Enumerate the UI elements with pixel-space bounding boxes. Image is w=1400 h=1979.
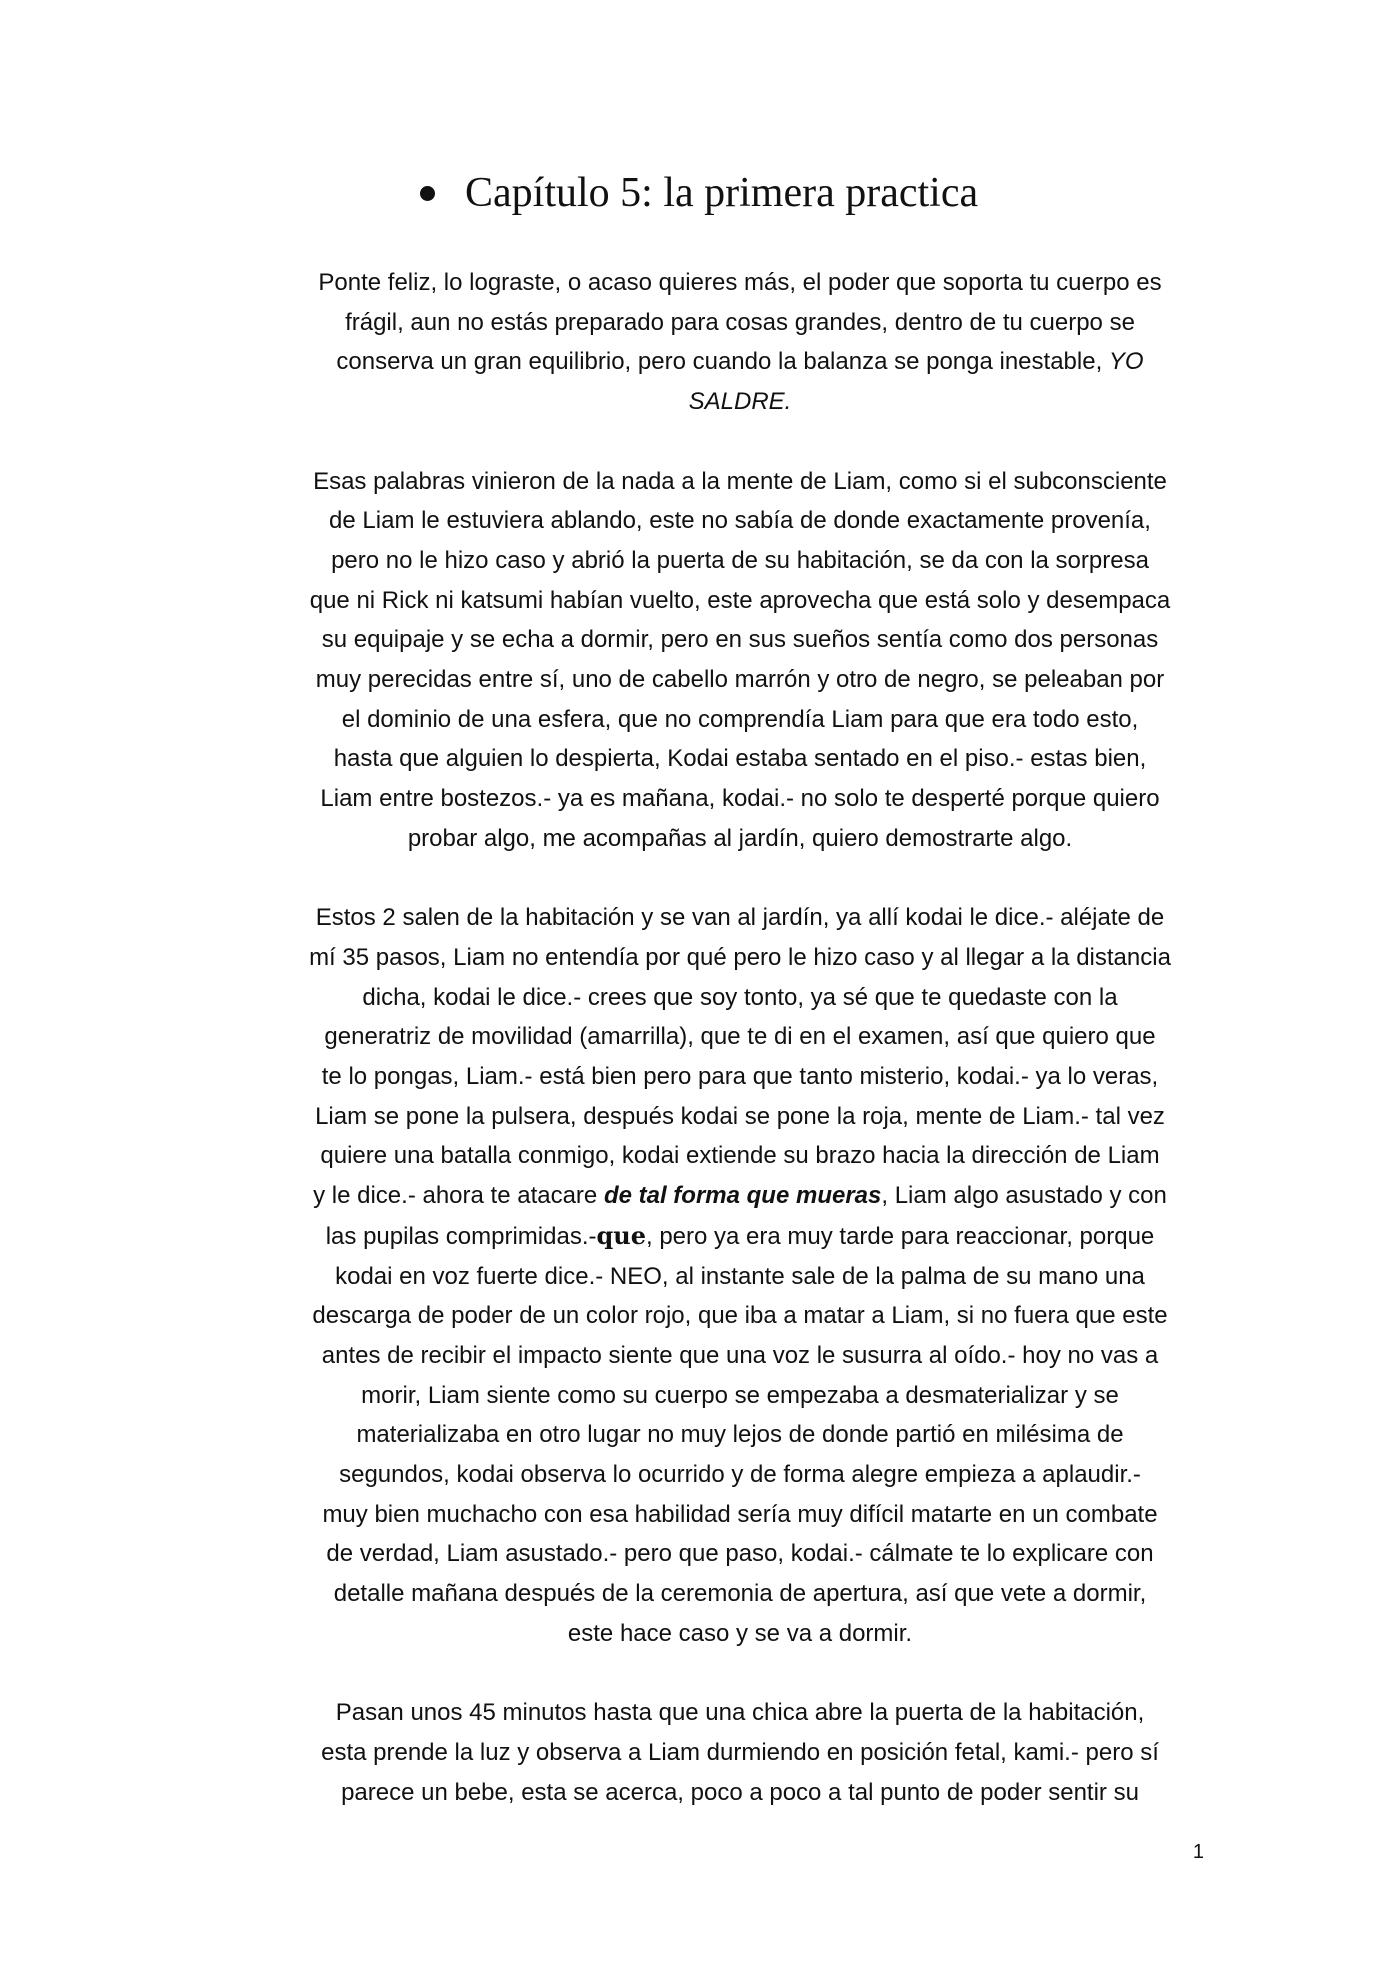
- text-line: parece un bebe, esta se acerca, poco a poco a tal punto de poder sentir su: [341, 1778, 1139, 1806]
- text-line: este hace caso y se va a dormir.: [567, 1619, 913, 1647]
- text-line: materializaba en otro lugar no muy lejos de donde partió en milésima de: [356, 1421, 1124, 1449]
- text-line: detalle mañana después de la ceremonia de apertura, así que vete a dormir,: [333, 1580, 1147, 1608]
- text-line: esta prende la luz y observa a Liam durmiendo en posición fetal, kami.- pero sí: [321, 1738, 1159, 1766]
- text-fragment: , pero ya era muy tarde para reaccionar, porque: [645, 1222, 1155, 1250]
- text-fragment: conserva un gran equilibrio, pero cuando la balanza se ponga inestable,: [336, 348, 1103, 376]
- text-line: de verdad, Liam asustado.- pero que paso, kodai.- cálmate te lo explicare con: [326, 1540, 1154, 1568]
- text-fragment: y le dice.- ahora te atacare: [313, 1182, 604, 1210]
- gothic-text: que: [596, 1220, 646, 1250]
- text-line: segundos, kodai observa lo ocurrido y de forma alegre empieza a aplaudir.-: [339, 1461, 1141, 1489]
- text-line: [270, 1176, 1210, 1216]
- text-line: el dominio de una esfera, que no comprendía Liam para que era todo esto,: [341, 705, 1139, 733]
- text-line: Ponte feliz, lo lograste, o acaso quieres más, el poder que soporta tu cuerpo es: [318, 269, 1162, 296]
- paragraph-2: [270, 462, 1210, 859]
- paragraph-1: [270, 263, 1210, 422]
- text-line: su equipaje y se echa a dormir, pero en sus sueños sentía como dos personas: [321, 626, 1159, 654]
- text-line: Liam entre bostezos.- ya es mañana, kodai.- no solo te desperté porque quiero: [320, 785, 1160, 813]
- text-line: Pasan unos 45 minutos hasta que una chica abre la puerta de la habitación,: [335, 1699, 1145, 1727]
- text-line: [270, 1216, 1210, 1257]
- italic-text: YO: [1108, 348, 1144, 376]
- text-line: te lo pongas, Liam.- está bien pero para que tanto misterio, kodai.- ya lo veras,: [321, 1063, 1159, 1091]
- text-line: Liam se pone la pulsera, después kodai se pone la roja, mente de Liam.- tal vez: [315, 1102, 1165, 1130]
- text-line: quiere una batalla conmigo, kodai extiende su brazo hacia la dirección de Liam: [320, 1142, 1160, 1170]
- text-line: mí 35 pasos, Liam no entendía por qué pero le hizo caso y al llegar a la distancia: [309, 943, 1171, 971]
- text-line: antes de recibir el impacto siente que una voz le susurra al oído.- hoy no vas a: [321, 1341, 1159, 1369]
- text-line: que ni Rick ni katsumi habían vuelto, este aprovecha que está solo y desempaca: [309, 586, 1171, 614]
- text-line: descarga de poder de un color rojo, que iba a matar a Liam, si no fuera que este: [312, 1302, 1168, 1330]
- chapter-heading: [420, 165, 1140, 221]
- emphasis-text: de tal forma que mueras: [603, 1182, 882, 1210]
- text-line: hasta que alguien lo despierta, Kodai estaba sentado en el piso.- estas bien,: [333, 745, 1147, 773]
- bullet-icon: [420, 186, 435, 201]
- italic-text: SALDRE.: [688, 388, 792, 416]
- paragraph-3: [270, 898, 1210, 1653]
- text-fragment: las pupilas comprimidas.-: [325, 1222, 597, 1250]
- text-line: kodai en voz fuerte dice.- NEO, al instante sale de la palma de su mano una: [335, 1262, 1145, 1290]
- text-line: pero no le hizo caso y abrió la puerta de su habitación, se da con la sorpresa: [331, 546, 1149, 574]
- text-line: de Liam le estuviera ablando, este no sabía de donde exactamente provenía,: [329, 507, 1151, 535]
- text-line: [270, 342, 1210, 382]
- text-line: morir, Liam siente como su cuerpo se empezaba a desmaterializar y se: [361, 1381, 1119, 1409]
- document-body: [270, 263, 1210, 1812]
- text-line: muy perecidas entre sí, uno de cabello marrón y otro de negro, se peleaban por: [315, 666, 1165, 694]
- text-line: Esas palabras vinieron de la nada a la mente de Liam, como si el subconsciente: [313, 467, 1167, 495]
- text-line: dicha, kodai le dice.- crees que soy tonto, ya sé que te quedaste con la: [362, 983, 1118, 1011]
- text-line: generatriz de movilidad (amarrilla), que te di en el examen, así que quiero que: [324, 1023, 1156, 1051]
- text-line: muy bien muchacho con esa habilidad sería muy difícil matarte en un combate: [322, 1500, 1158, 1528]
- page-number: 1: [1192, 1841, 1204, 1863]
- text-line: probar algo, me acompañas al jardín, quiero demostrarte algo.: [407, 824, 1073, 852]
- text-line: frágil, aun no estás preparado para cosas grandes, dentro de tu cuerpo se: [345, 308, 1135, 336]
- text-fragment: , Liam algo asustado y con: [881, 1182, 1167, 1210]
- paragraph-4: [270, 1693, 1210, 1812]
- chapter-title: Capítulo 5: la primera practica: [465, 170, 979, 216]
- text-line: Estos 2 salen de la habitación y se van al jardín, ya allí kodai le dice.- aléjate de: [315, 904, 1165, 932]
